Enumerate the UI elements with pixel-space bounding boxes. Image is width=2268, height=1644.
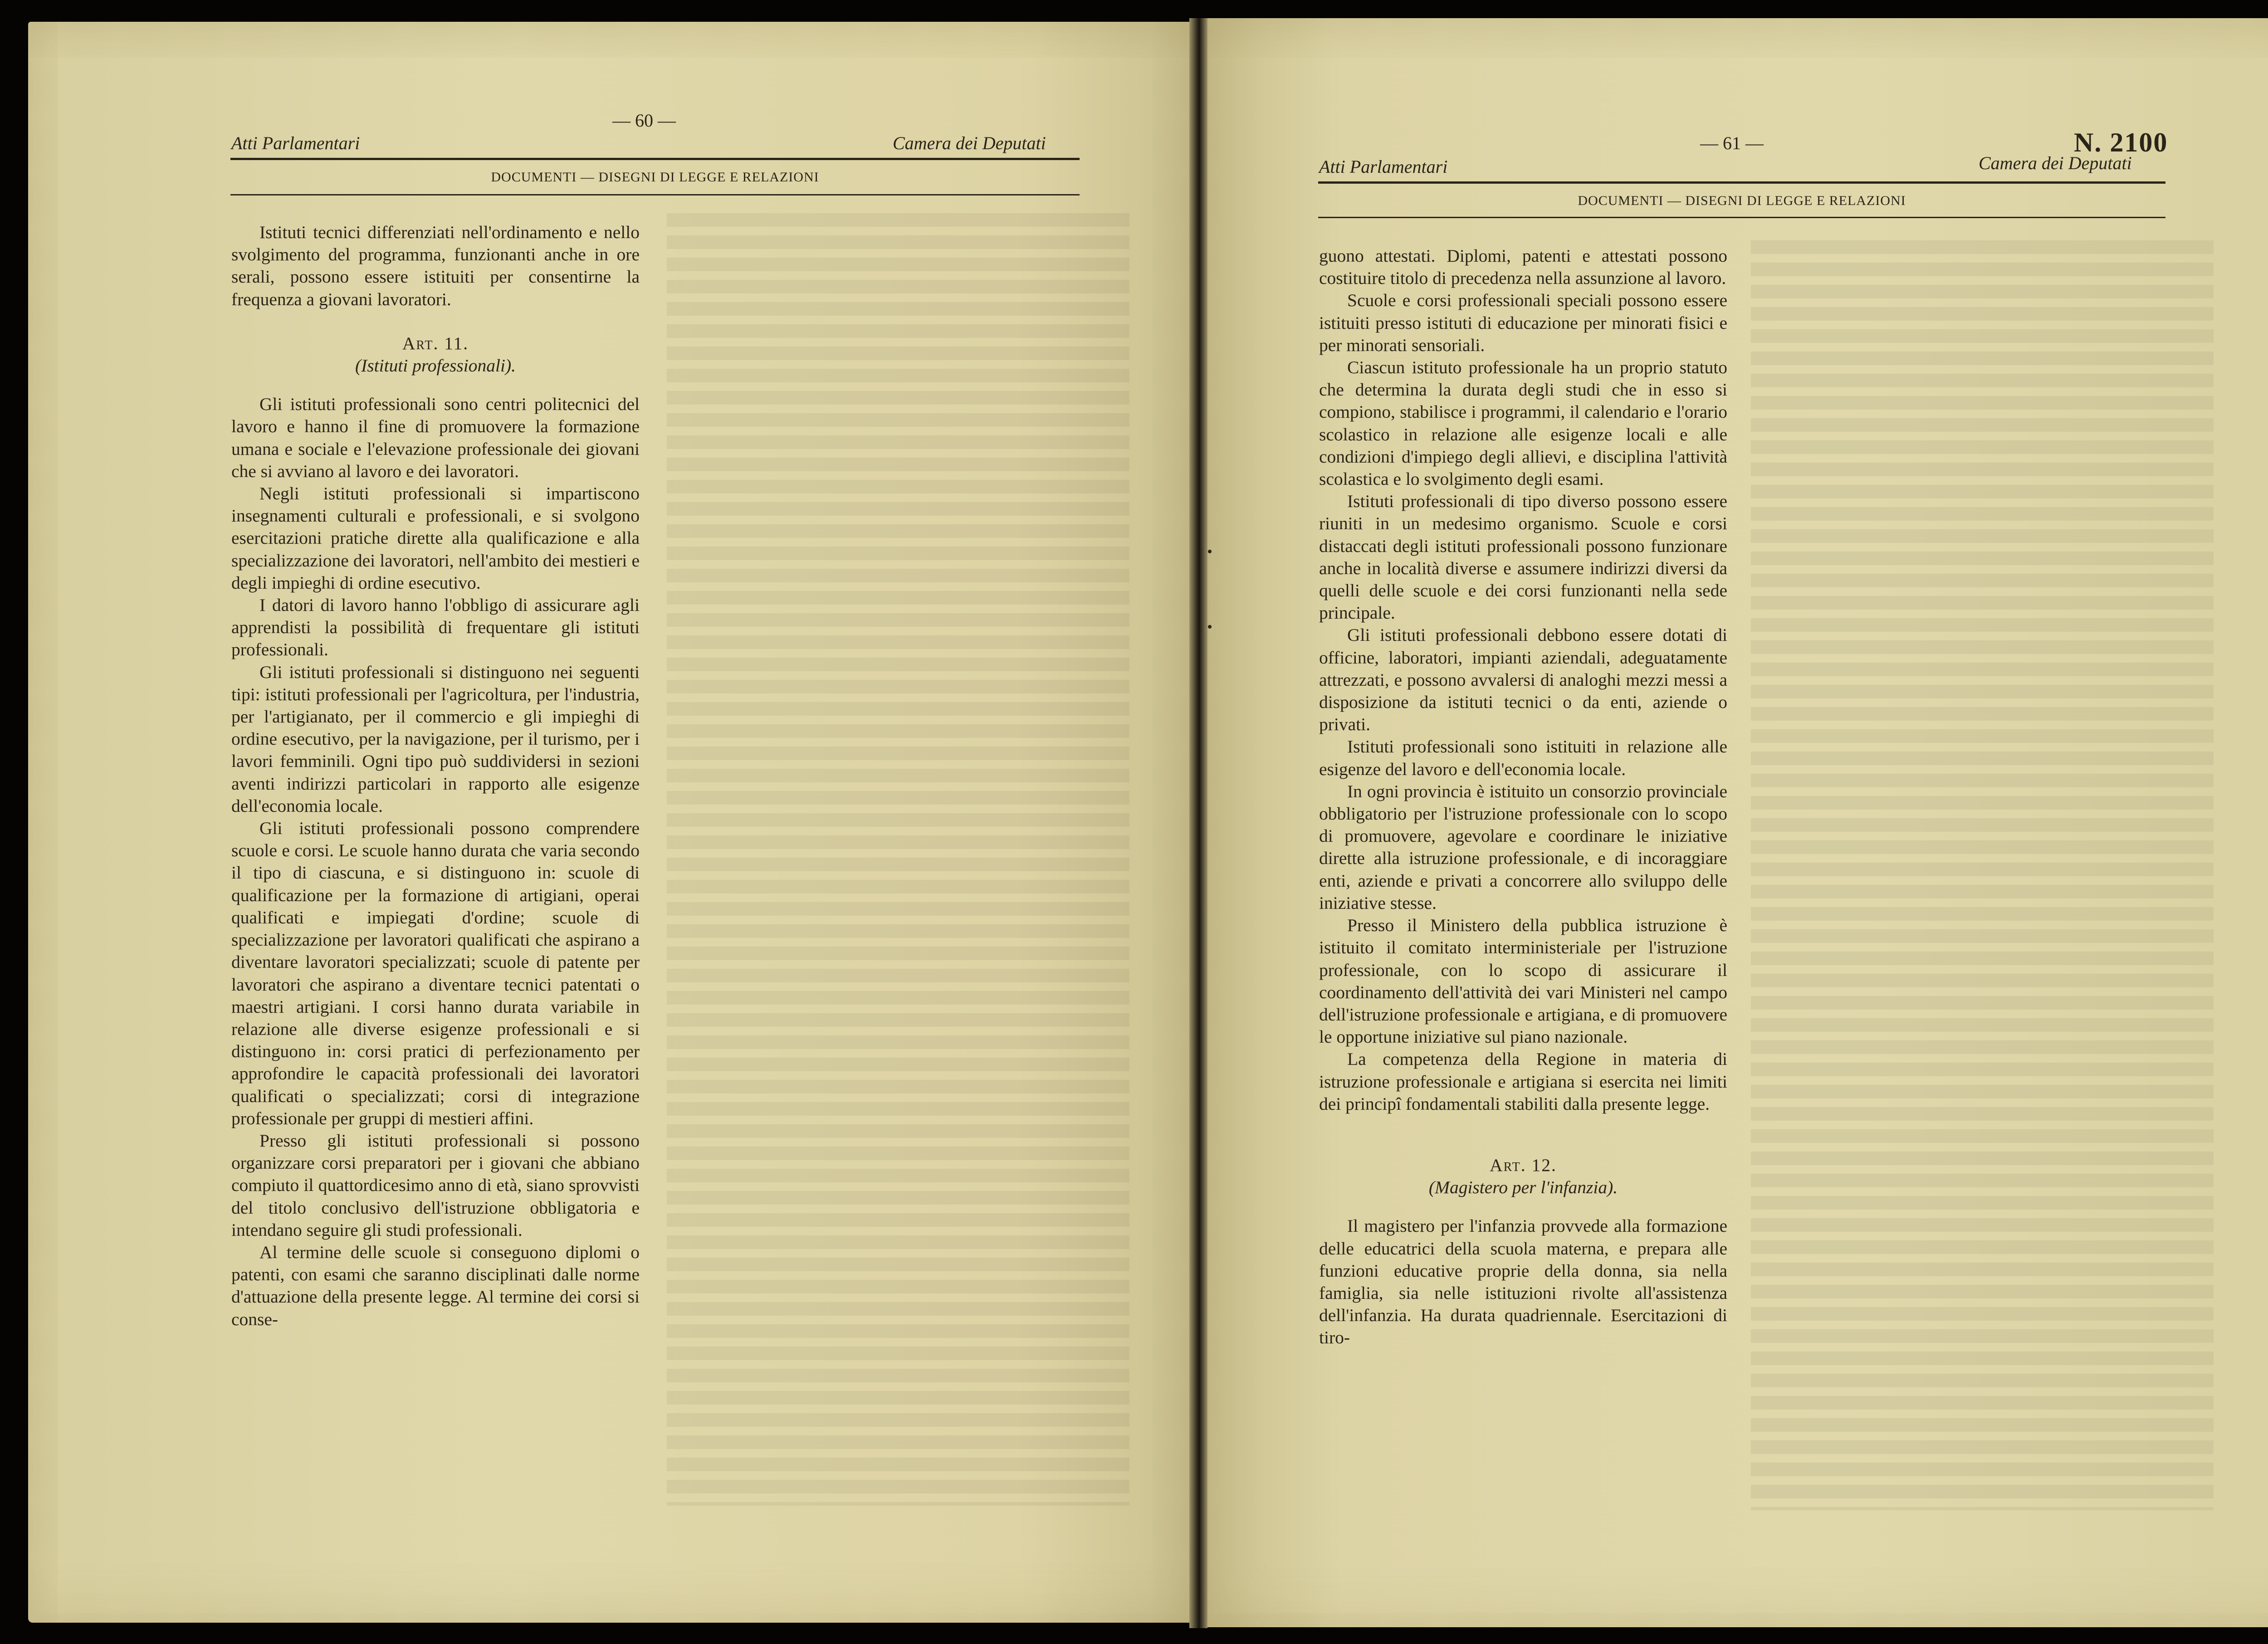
- right-header-publication: Atti Parlamentari: [1319, 156, 1448, 177]
- left-page-number: — 60 —: [612, 110, 676, 131]
- left-paragraph: Presso gli istituti professionali si possono organizzare corsi preparatori per i giovani che abbiano compiuto il quattordicesimo anno di età, siano sprovvisti del titolo conclusivo dell'istruzione obbligatoria e intendano seguire gli studi professionali.: [231, 1130, 640, 1240]
- right-subheader: DOCUMENTI — DISEGNI DI LEGGE E RELAZIONI: [1578, 193, 1906, 208]
- left-paragraph: I datori di lavoro hanno l'obbligo di assicurare agli apprendisti la possibilità di frequentare gli istituti professionali.: [231, 595, 640, 660]
- right-page-number: — 61 —: [1700, 133, 1764, 153]
- left-subheader-rule: [230, 194, 1080, 195]
- right-paragraph: guono attestati. Diplomi, patenti e attestati possono costituire titolo di precedenza nella assunzione al lavoro.: [1319, 246, 1727, 288]
- left-paragraph: Gli istituti professionali sono centri politecnici del lavoro e hanno il fine di promuovere la formazione umana e sociale e l'elevazione professionale dei giovani che si avviano al lavoro e dei lavoratori.: [231, 394, 640, 481]
- left-header-chamber: Camera dei Deputati: [893, 133, 1046, 153]
- margin-mark: [1208, 625, 1212, 629]
- left-bleedthrough: [667, 213, 1129, 1506]
- right-paragraph: Istituti professionali di tipo diverso possono essere riuniti in un medesimo organismo. Scuole e corsi distaccati degli istituti professionali possono funzionare anche in località diverse e assumere indirizzi diversi da quelli delle scuole e dei corsi funzionanti nella sede principale.: [1319, 491, 1727, 623]
- article-11-subtitle: (Istituti professionali).: [355, 356, 516, 376]
- margin-mark: [1208, 550, 1212, 553]
- left-subheader: DOCUMENTI — DISEGNI DI LEGGE E RELAZIONI: [491, 170, 819, 185]
- left-text-column: [231, 221, 640, 1331]
- right-paragraph: Istituti professionali sono istituiti in relazione alle esigenze del lavoro e dell'economia locale.: [1319, 737, 1727, 779]
- article-12-heading: Art. 12.: [1490, 1155, 1557, 1175]
- left-intro-paragraph: Istituti tecnici differenziati nell'ordinamento e nello svolgimento del programma, funzionanti anche in ore serali, possono essere istituiti per consentirne la frequenza a giovani lavoratori.: [231, 222, 640, 309]
- left-header-publication: Atti Parlamentari: [231, 133, 360, 153]
- left-paragraph: Al termine delle scuole si conseguono diplomi o patenti, con esami che saranno disciplinati dalle norme d'attuazione della presente legge. Al termine dei corsi si conse-: [231, 1242, 640, 1329]
- right-header-chamber: Camera dei Deputati: [1979, 153, 2132, 173]
- right-text-column: [1319, 245, 1727, 1349]
- right-paragraph: Scuole e corsi professionali speciali possono essere istituiti presso istituti di educazione per minorati fisici e per minorati sensoriali.: [1319, 290, 1727, 355]
- document-number: N. 2100: [2074, 127, 2168, 157]
- right-paragraph: Il magistero per l'infanzia provvede alla formazione delle educatrici della scuola materna, e prepara alle funzioni educative proprie della donna, sia nella famiglia, sia nelle istituzioni rivolte all'assistenza dell'infanzia. Ha durata quadriennale. Esercitazioni di tiro-: [1319, 1216, 1727, 1348]
- left-paragraph: Gli istituti professionali si distinguono nei seguenti tipi: istituti professionali per l'agricoltura, per l'industria, per l'artigianato, per il commercio e gli impieghi di ordine esecutivo, per la navigazione, per il turismo, per i lavori femminili. Ogni tipo può suddividersi in sezioni aventi indirizzi particolari in rapporto alle esigenze dell'economia locale.: [231, 662, 640, 816]
- right-paragraph: Ciascun istituto professionale ha un proprio statuto che determina la durata degli studi che in esso si compiono, stabilisce i programmi, il calendario e l'orario scolastico in relazione alle esigenze locali e alle condizioni d'impiego degli allievi, e disciplina l'attività scolastica e lo svolgimento degli esami.: [1319, 357, 1727, 489]
- right-header-rule: [1318, 181, 2165, 184]
- right-paragraph: La competenza della Regione in materia di istruzione professionale e artigiana si esercita nei limiti dei principî fondamentali stabiliti dalla presente legge.: [1319, 1049, 1727, 1114]
- right-paragraph: In ogni provincia è istituito un consorzio provinciale obbligatorio per l'istruzione professionale con lo scopo di promuovere, agevolare e coordinare le iniziative dirette alla istruzione professionale, e di incoraggiare enti, aziende e privati a concorrere allo sviluppo delle iniziative stesse.: [1319, 781, 1727, 913]
- left-paragraph: Negli istituti professionali si impartiscono insegnamenti culturali e professionali, e si svolgono esercitazioni pratiche dirette alla qualificazione e alla specializzazione dei lavoratori, nell'ambito dei mestieri e degli impieghi di ordine esecutivo.: [231, 483, 640, 593]
- article-11-heading: Art. 11.: [402, 333, 469, 353]
- right-bleedthrough: [1751, 240, 2214, 1510]
- right-subheader-rule: [1318, 217, 2165, 218]
- book-gutter: [1189, 18, 1207, 1628]
- left-header-rule: [230, 158, 1080, 160]
- right-paragraph: Gli istituti professionali debbono essere dotati di officine, laboratori, impianti aziendali, adeguatamente attrezzati, e possono avvalersi di analoghi mezzi messi a disposizione da istituti tecnici o da enti, aziende o privati.: [1319, 625, 1727, 735]
- left-paragraph: Gli istituti professionali possono comprendere scuole e corsi. Le scuole hanno durata che varia secondo il tipo di ciascuna, e si distinguono in: scuole di qualificazione per la formazione di artigiani, operai qualificati e impiegati d'ordine; scuole di specializzazione per lavoratori qualificati che aspirano a diventare lavoratori specializzati; scuole di patente per lavoratori che aspirano a diventare tecnici patentati o maestri artigiani. I corsi hanno durata variabile in relazione alle diverse esigenze professionali e si distinguono in: corsi pratici di perfezionamento per approfondire le capacità professionali dei lavoratori qualificati o specializzati; corsi di integrazione professionale per gruppi di mestieri affini.: [231, 818, 640, 1128]
- right-paragraph: Presso il Ministero della pubblica istruzione è istituito il comitato interministeriale per l'istruzione professionale, con lo scopo di assicurare il coordinamento dell'attività dei vari Ministeri nel campo dell'istruzione professionale e artigiana, e di promuovere le opportune iniziative sul piano nazionale.: [1319, 915, 1727, 1047]
- article-12-subtitle: (Magistero per l'infanzia).: [1428, 1177, 1618, 1198]
